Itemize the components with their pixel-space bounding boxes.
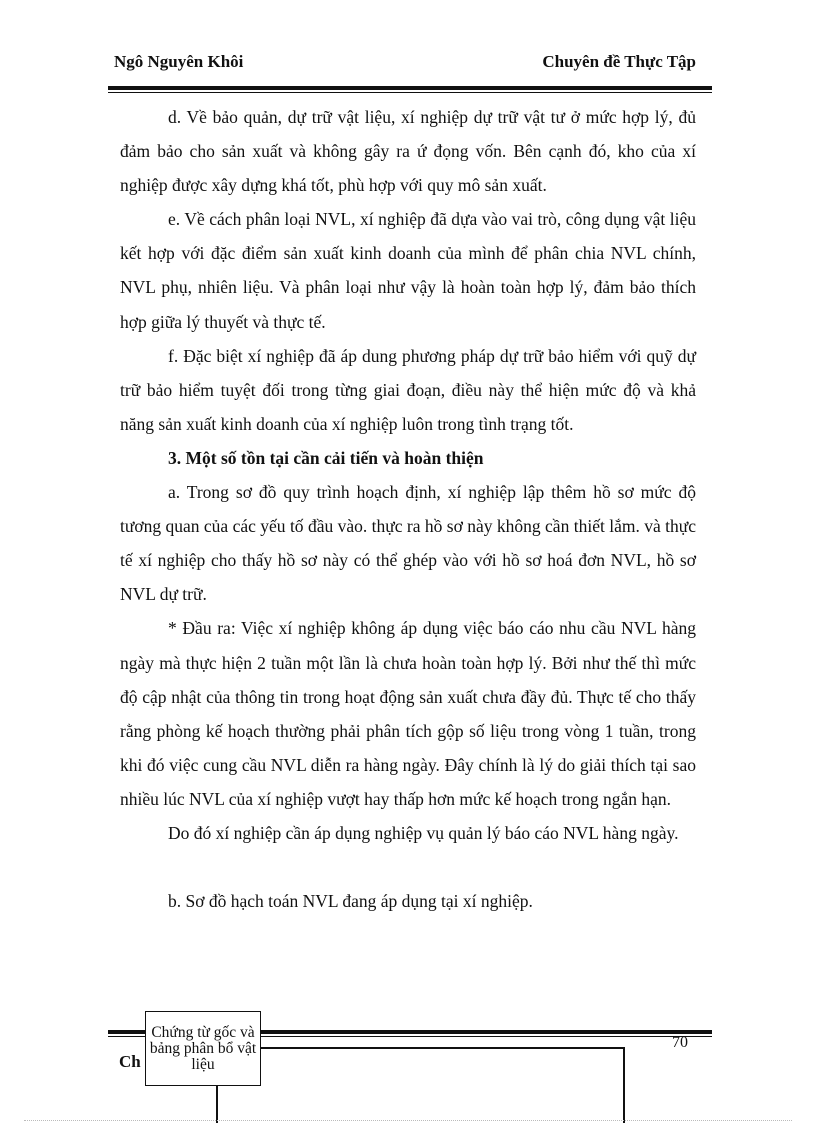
paragraph-a: a. Trong sơ đồ quy trình hoạch định, xí nghiệp lập thêm hồ sơ mức độ tương quan của các yếu tố đầu vào. thực ra hồ sơ này không cần thiết lắm. và thực tế xí nghiệp cho thấy hồ sơ này có thể ghép vào với hồ sơ hoá đơn NVL, hồ sơ NVL dự trữ. (120, 482, 696, 605)
footer-text: Ch (119, 1052, 141, 1071)
paragraph-f: f. Đặc biệt xí nghiệp đã áp dung phương pháp dự trữ bảo hiểm với quỹ dự trữ bảo hiểm tuyệt đối trong từng giai đoạn, điều này thể hiện mức độ và khả năng sản xuất kinh doanh của xí nghiệp luôn trong tình trạng tốt. (120, 345, 696, 434)
paragraph-output: * Đầu ra: Việc xí nghiệp không áp dụng việc báo cáo nhu cầu NVL hàng ngày mà thực hiện 2 tuần một lần là chưa hoàn toàn hợp lý. Bởi như thế thì mức độ cập nhật của thông tin trong hoạt động sản xuất chưa đầy đủ. Thực tế cho thấy rằng phòng kế hoạch thường phải phân tích gộp số liệu trong vòng 1 tuần, trong khi đó việc cung cầu NVL diễn ra hàng ngày. Đây chính là lý do giải thích tại sao nhiều lúc NVL của xí nghiệp vượt hay thấp hơn mức kế hoạch trong ngắn hạn. (120, 618, 696, 809)
diagram-box-label: Chứng từ gốc và bảng phân bổ vật liệu (149, 1023, 257, 1073)
diagram-box-source-documents (145, 1011, 261, 1086)
diagram-connector-left (216, 1086, 218, 1123)
section-heading: 3. Một số tồn tại cần cải tiến và hoàn thiện (168, 447, 484, 468)
paragraph-b: b. Sơ đồ hạch toán NVL đang áp dụng tại xí nghiệp. (168, 891, 533, 912)
paragraph-e: e. Về cách phân loại NVL, xí nghiệp đã dựa vào vai trò, công dụng vật liệu kết hợp với đặc điểm sản xuất kinh doanh của mình để phân chia NVL chính, NVL phụ, nhiên liệu. Và phân loại như vậy là hoàn toàn hợp lý, đảm bảo thích hợp giữa lý thuyết và thực tế. (120, 209, 696, 332)
paragraph-d: d. Về bảo quản, dự trữ vật liệu, xí nghiệp dự trữ vật tư ở mức hợp lý, đủ đảm bảo cho sản xuất và không gây ra ứ đọng vốn. Bên cạnh đó, kho của xí nghiệp được xây dựng khá tốt, phù hợp với quy mô sản xuất. (120, 107, 696, 196)
diagram-connector-right (623, 1047, 625, 1123)
header-title: Chuyên đề Thực Tập (542, 52, 696, 71)
header-rule-thick (108, 86, 712, 90)
page-header (108, 52, 696, 76)
page-edge-dotted (24, 1120, 792, 1121)
document-body (120, 100, 696, 918)
header-author: Ngô Nguyên Khôi (114, 52, 244, 71)
page-number: 70 (672, 1034, 688, 1051)
header-rule-thin (108, 92, 712, 93)
paragraph-conclusion: Do đó xí nghiệp cần áp dụng nghiệp vụ quản lý báo cáo NVL hàng ngày. (168, 822, 679, 843)
diagram-connector-top (261, 1047, 624, 1049)
